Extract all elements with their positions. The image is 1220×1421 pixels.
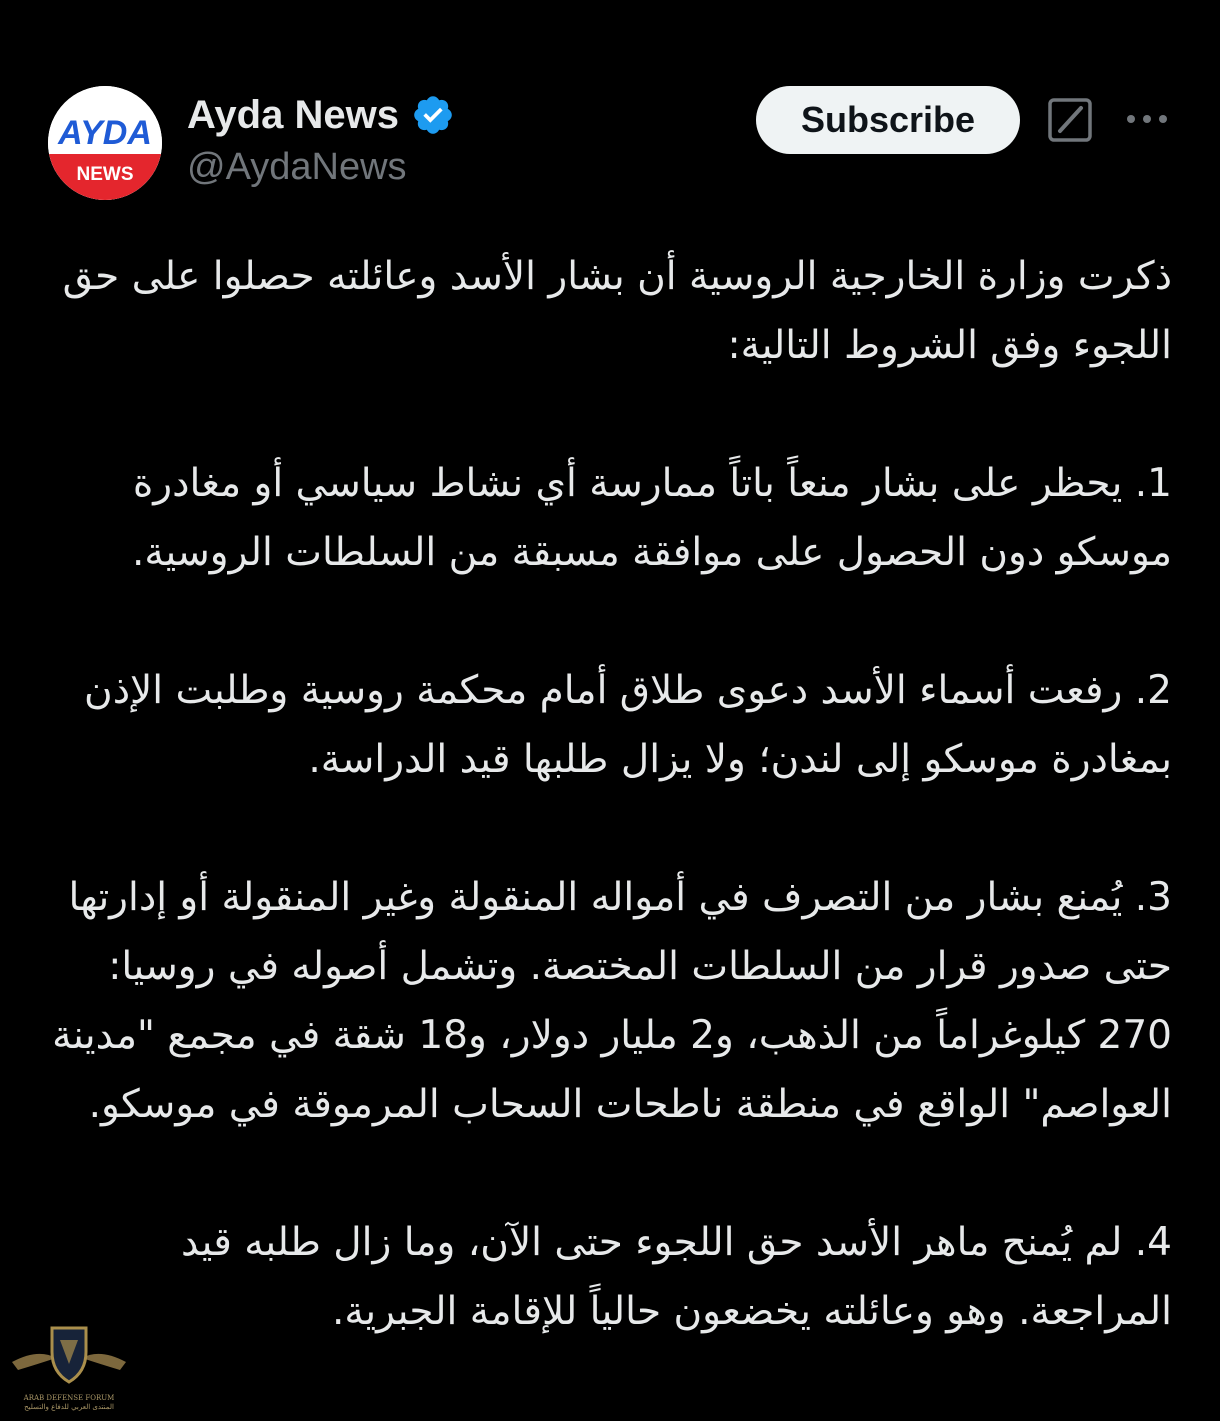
avatar[interactable]: [48, 86, 162, 200]
tweet-paragraph-1: 1. يحظر على بشار منعاً باتاً ممارسة أي نشاط سياسي أو مغادرة موسكو دون الحصول على موافقة مسبقة من السلطات الروسية.: [132, 461, 1172, 575]
tweet-paragraph-3: 3. يُمنع بشار من التصرف في أمواله المنقولة وغير المنقولة أو إدارتها حتى صدور قرار من السلطات المختصة. وتشمل أصوله في روسيا: 270 كيلوغراماً من الذهب، و2 مليار دولار، و18 شقة في مجمع "مدينة العواصم" الواقع في منطقة ناطحات السحاب المرموقة في موسكو.: [52, 875, 1172, 1127]
tweet-text: [40, 242, 1172, 1346]
tweet-header: [0, 0, 1220, 210]
tweet-paragraph-4: 4. لم يُمنح ماهر الأسد حق اللجوء حتى الآن، وما زال طلبه قيد المراجعة. وهو وعائلته يخضعون حالياً للإقامة الجبرية.: [181, 1220, 1172, 1334]
forum-watermark: [8, 1318, 130, 1418]
logo-badge-text: NEWS: [76, 164, 134, 185]
ayda-news-logo: [48, 86, 162, 200]
subscribe-button[interactable]: Subscribe: [756, 86, 1020, 154]
shield-wings-icon: [8, 1318, 130, 1394]
name-row: [187, 90, 455, 140]
handle[interactable]: @AydaNews: [187, 146, 407, 188]
watermark-text: [8, 1394, 130, 1412]
display-name[interactable]: Ayda News: [187, 92, 399, 137]
tweet-paragraph-intro: ذكرت وزارة الخارجية الروسية أن بشار الأسد وعائلته حصلوا على حق اللجوء وفق الشروط التالية:: [62, 254, 1172, 368]
tweet-paragraph-2: 2. رفعت أسماء الأسد دعوى طلاق أمام محكمة روسية وطلبت الإذن بمغادرة موسكو إلى لندن؛ ولا يزال طلبها قيد الدراسة.: [84, 668, 1172, 782]
verified-badge-icon[interactable]: [411, 93, 455, 137]
watermark-line-en: ARAB DEFENSE FORUM: [23, 1394, 115, 1402]
watermark-line-ar: المنتدى العربي للدفاع والتسليح: [24, 1403, 114, 1411]
logo-text: AYDA: [58, 114, 152, 152]
grok-icon[interactable]: [1047, 97, 1093, 143]
more-icon[interactable]: [1124, 104, 1170, 134]
